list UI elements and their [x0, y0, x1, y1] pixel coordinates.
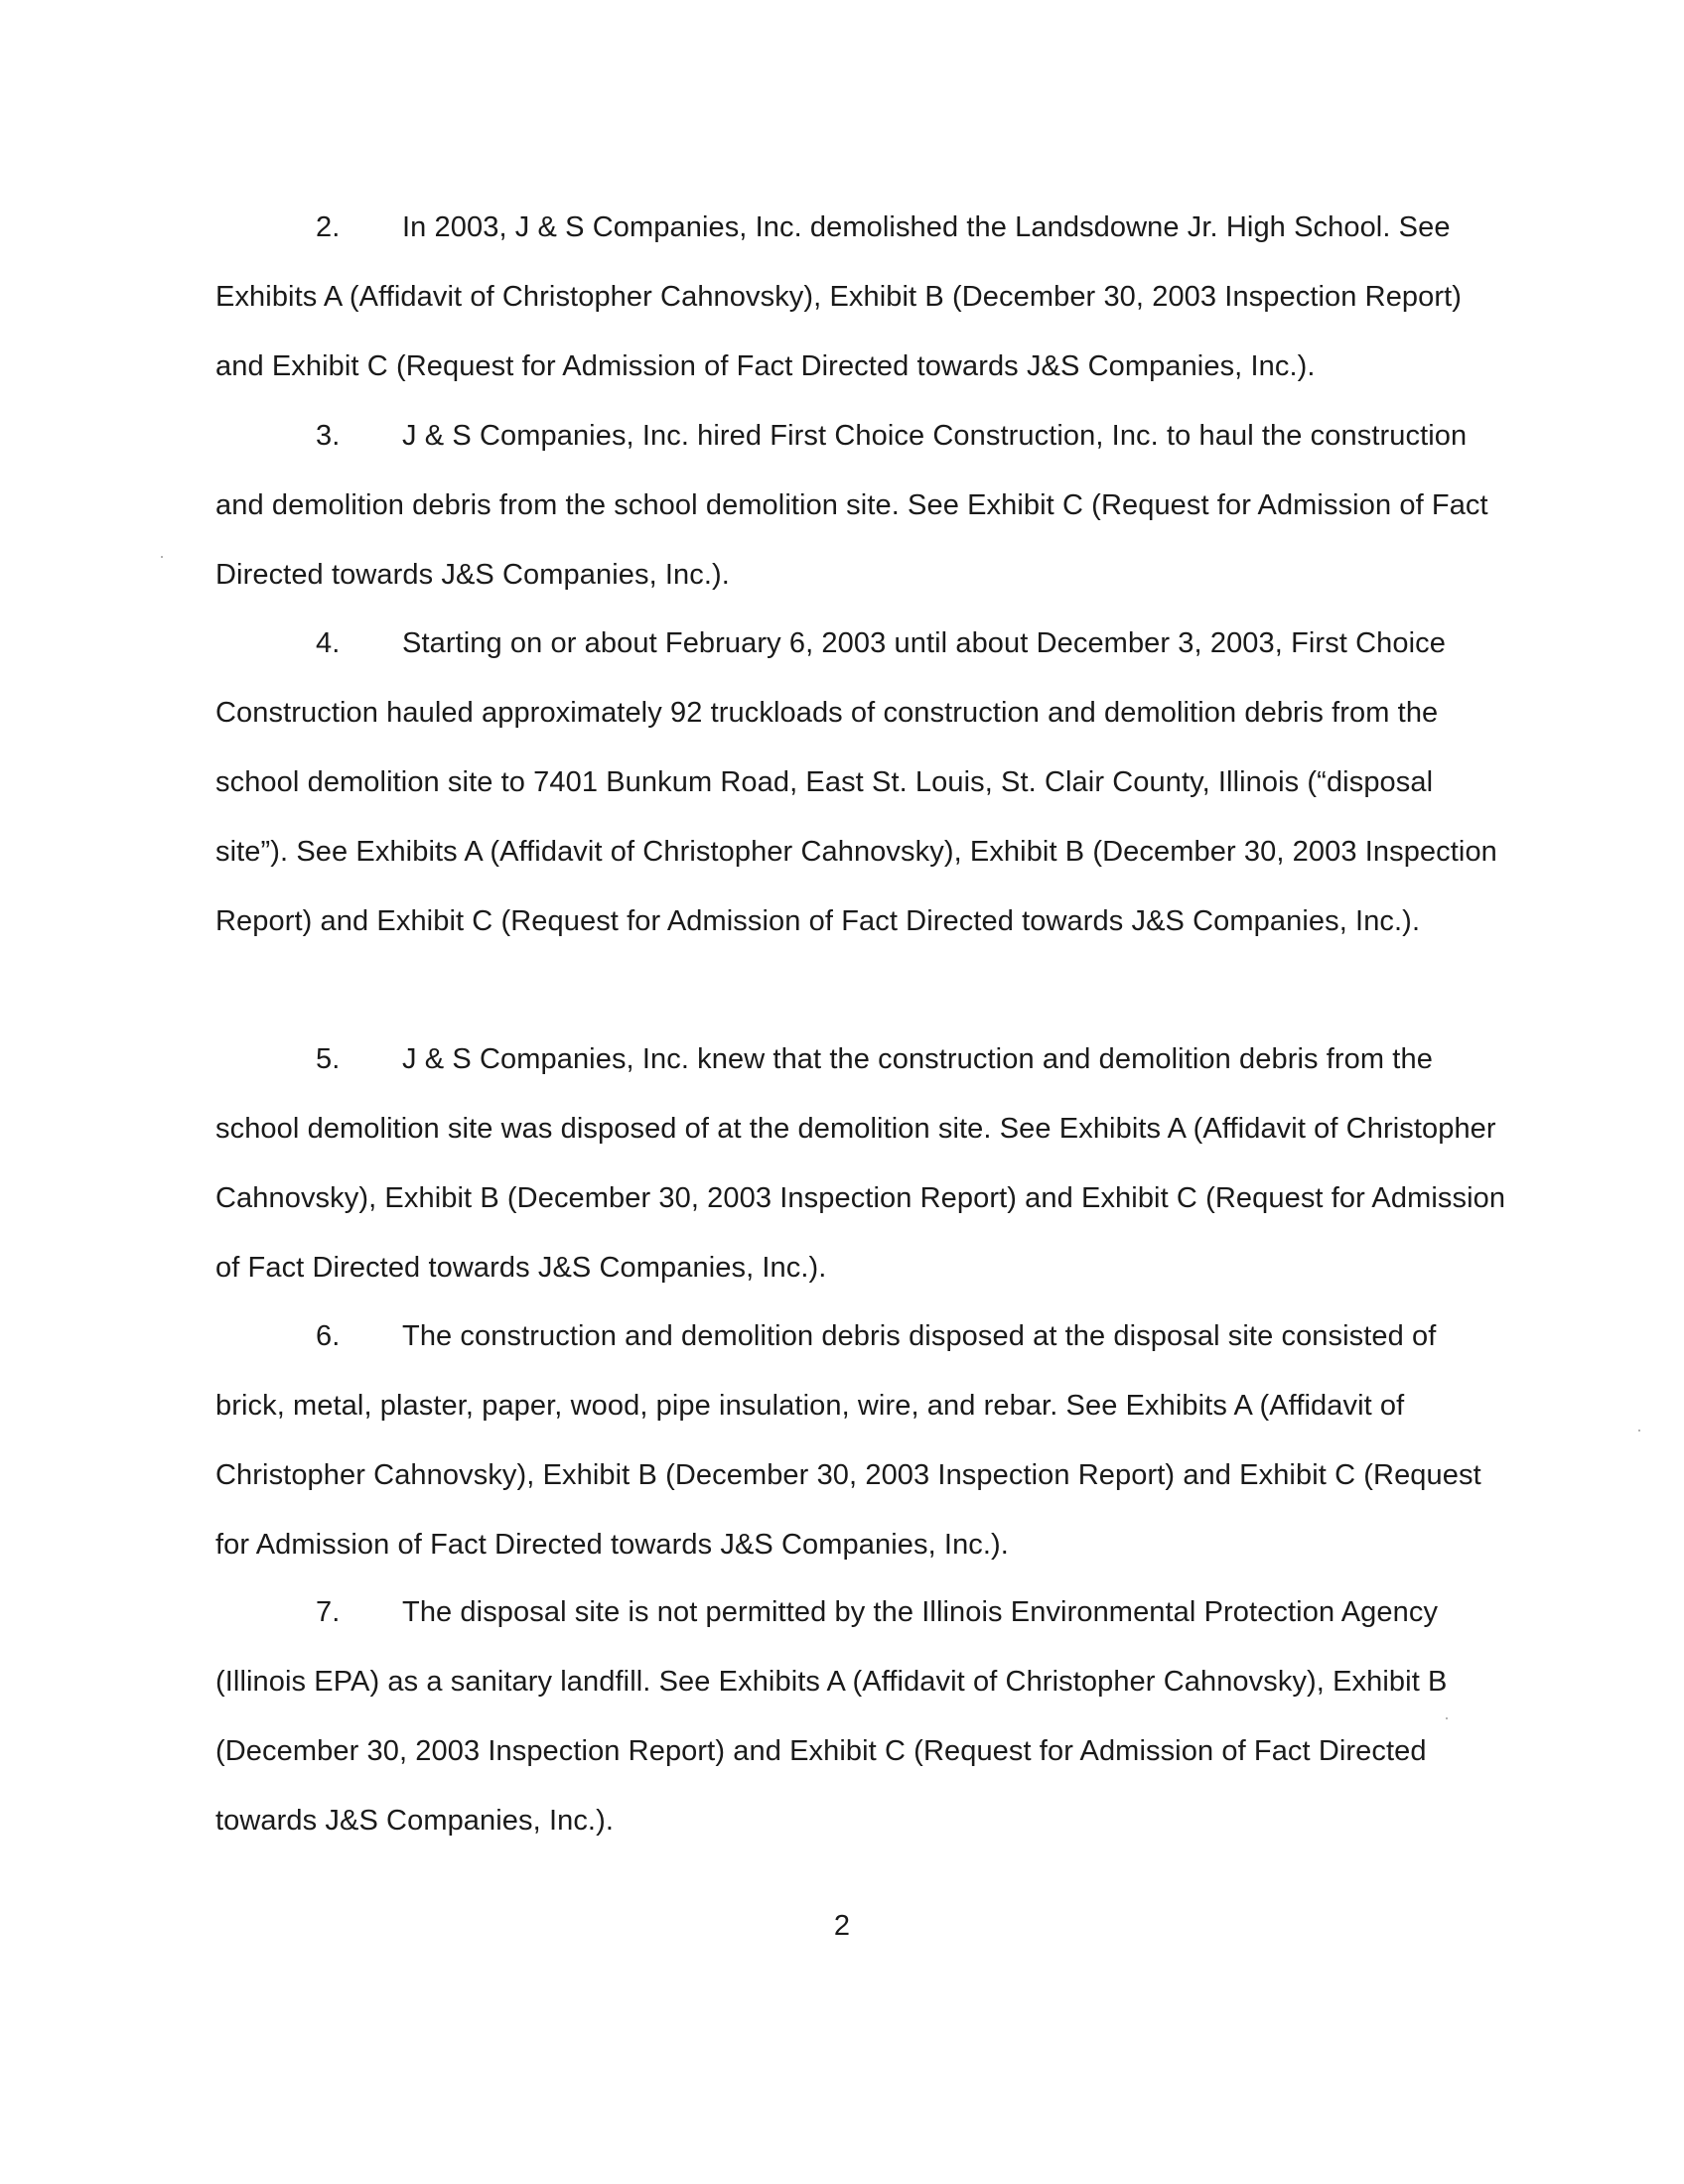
paragraph-7	[215, 1577, 1506, 1855]
paragraph-3	[215, 401, 1506, 610]
paragraph-2	[215, 193, 1506, 401]
page-number: 2	[833, 1910, 851, 1942]
scan-speck	[1638, 1430, 1640, 1432]
paragraph-text: J & S Companies, Inc. knew that the construction and demolition debris from the school demolition site was disposed of at the demolition site. See Exhibits A (Affidavit of Christopher Cahnovsky), Exhibit B (December 30, 2003 Inspection Report) and Exhibit C (Request for Admission of Fact Directed towards J&S Companies, Inc.).	[215, 1043, 1506, 1284]
paragraph-number: 5.	[316, 1043, 341, 1075]
paragraph-text: J & S Companies, Inc. hired First Choice Construction, Inc. to haul the construction and demolition debris from the school demolition site. See Exhibit C (Request for Admission of Fact Directed towards J&S Companies, Inc.).	[215, 420, 1488, 591]
paragraph-number: 4.	[316, 627, 341, 659]
scan-speck	[161, 556, 163, 558]
paragraph-text: In 2003, J & S Companies, Inc. demolished the Landsdowne Jr. High School. See Exhibits A (Affidavit of Christopher Cahnovsky), Exhibit B (December 30, 2003 Inspection Report) and Exhibit C (Request for Admission of Fact Directed towards J&S Companies, Inc.).	[215, 211, 1463, 382]
scan-speck	[1446, 1717, 1448, 1719]
paragraph-text: The disposal site is not permitted by the Illinois Environmental Protection Agency (Illinois EPA) as a sanitary landfill. See Exhibits A (Affidavit of Christopher Cahnovsky), Exhibit B (December 30, 2003 Inspection Report) and Exhibit C (Request for Admission of Fact Directed towards J&S Companies, Inc.).	[215, 1596, 1448, 1837]
paragraph-text: Starting on or about February 6, 2003 until about December 3, 2003, First Choice Construction hauled approximately 92 truckloads of construction and demolition debris from the school demolition site to 7401 Bunkum Road, East St. Louis, St. Clair County, Illinois (“disposal site”). See Exhibits A (Affidavit of Christopher Cahnovsky), Exhibit B (December 30, 2003 Inspection Report) and Exhibit C (Request for Admission of Fact Directed towards J&S Companies, Inc.).	[215, 627, 1497, 937]
paragraph-number: 6.	[316, 1320, 341, 1352]
paragraph-6	[215, 1301, 1506, 1579]
paragraph-5	[215, 1024, 1506, 1302]
paragraph-number: 3.	[316, 420, 341, 452]
paragraph-number: 7.	[316, 1596, 341, 1628]
paragraph-4	[215, 609, 1506, 956]
paragraph-number: 2.	[316, 211, 341, 243]
paragraph-text: The construction and demolition debris disposed at the disposal site consisted of brick, metal, plaster, paper, wood, pipe insulation, wire, and rebar. See Exhibits A (Affidavit of Christopher Cahnovsky), Exhibit B (December 30, 2003 Inspection Report) and Exhibit C (Request for Admission of Fact Directed towards J&S Companies, Inc.).	[215, 1320, 1481, 1561]
